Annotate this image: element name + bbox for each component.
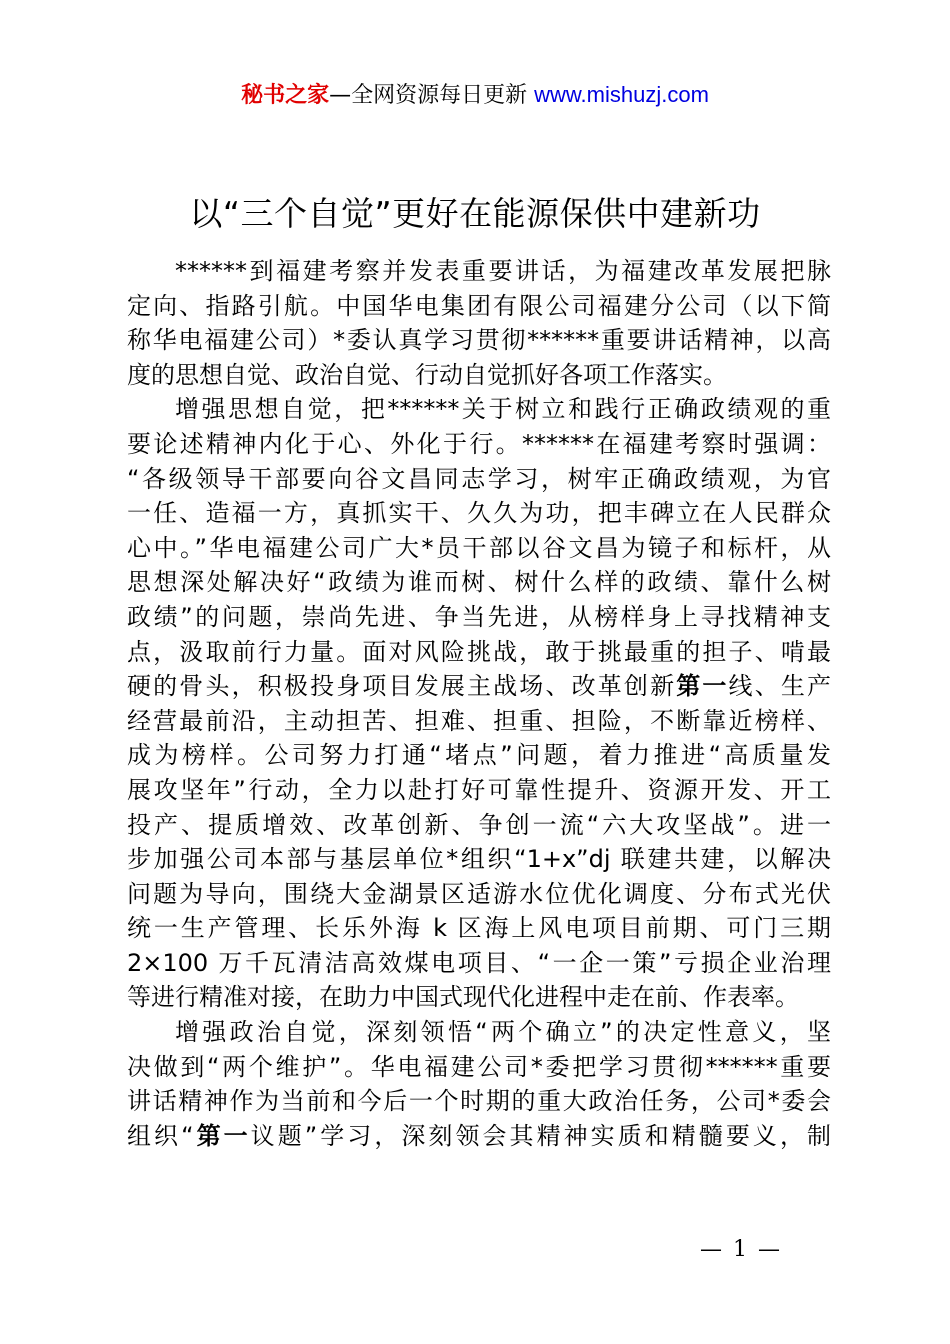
paragraph-line: 政绩”的问题，崇尚先进、争当先进，从榜样身上寻找精神支 xyxy=(127,602,831,631)
paragraph-line: 讲话精神作为当前和今后一个时期的重大政治任务，公司*委会 xyxy=(127,1087,831,1116)
paragraph-line: 定向、指路引航。中国华电集团有限公司福建分公司（以下简 xyxy=(127,291,831,320)
paragraph-line: 2×100 万千瓦清洁高效煤电项目、“一企一策”亏损企业治理 xyxy=(127,948,831,977)
paragraph-line: 点，汲取前行力量。面对风险挑战，敢于挑最重的担子、啃最 xyxy=(127,637,831,666)
paragraph-line: “各级领导干部要向谷文昌同志学习，树牢正确政绩观，为官 xyxy=(127,464,831,493)
paragraph-line: 增强政治自觉，深刻领悟“两个确立”的决定性意义，坚 xyxy=(175,1018,831,1047)
paragraph-line: 增强思想自觉，把******关于树立和践行正确政绩观的重 xyxy=(175,395,831,424)
paragraph-line: 一任、造福一方，真抓实干、久久为功，把丰碑立在人民群众 xyxy=(127,499,831,528)
bold-segment: 第一 xyxy=(676,672,729,701)
paragraph-line: 成为榜样。公司努力打通“堵点”问题，着力推进“高质量发 xyxy=(127,741,831,770)
paragraph-line: 统一生产管理、长乐外海 k 区海上风电项目前期、可门三期 xyxy=(127,914,831,943)
paragraph-line: 决做到“两个维护”。华电福建公司*委把学习贯彻******重要 xyxy=(127,1052,831,1081)
bold-segment: 第一 xyxy=(193,1121,251,1150)
document-body xyxy=(127,254,831,1153)
paragraph-line: 称华电福建公司）*委认真学习贯彻******重要讲话精神，以高 xyxy=(127,326,831,355)
paragraph-line: 等进行精准对接，在助力中国式现代化进程中走在前、作表率。 xyxy=(127,983,799,1012)
paragraph-line: 思想深处解决好“政绩为谁而树、树什么样的政绩、靠什么树 xyxy=(127,568,831,597)
paragraph-line: 心中。”华电福建公司广大*员干部以谷文昌为镜子和标杆，从 xyxy=(127,533,831,562)
document-title: 以“三个自觉”更好在能源保供中建新功 xyxy=(189,194,761,233)
paragraph-line xyxy=(127,669,831,704)
paragraph-line: 度的思想自觉、政治自觉、行动自觉抓好各项工作落实。 xyxy=(127,360,727,389)
line-segment: 组织“ xyxy=(127,1121,194,1150)
paragraph-line: 经营最前沿，主动担苦、担难、担重、担险，不断靠近榜样、 xyxy=(127,706,831,735)
paragraph-line xyxy=(127,1119,831,1154)
site-url-link[interactable]: www.mishuzj.com xyxy=(534,82,709,107)
site-name: 秘书之家 xyxy=(241,83,330,108)
paragraph-line: 要论述精神内化于心、外化于行。******在福建考察时强调： xyxy=(127,429,831,458)
paragraph-line: 投产、提质增效、改革创新、争创一流“六大攻坚战”。进一 xyxy=(127,810,831,839)
paragraph-line: 问题为导向，围绕大金湖景区适游水位优化调度、分布式光伏 xyxy=(127,879,831,908)
line-segment: 线、生产 xyxy=(728,672,832,701)
page-number: — 1 — xyxy=(700,1237,782,1262)
site-tagline: —全网资源每日更新 xyxy=(329,83,535,108)
site-header xyxy=(0,80,950,111)
line-segment: 硬的骨头，积极投身项目发展主战场、改革创新 xyxy=(127,672,677,701)
paragraph-line: ******到福建考察并发表重要讲话，为福建改革发展把脉 xyxy=(175,257,831,285)
paragraph-line: 步加强公司本部与基层单位*组织“1+x”dj 联建共建，以解决 xyxy=(127,845,831,874)
paragraph-line: 展攻坚年”行动，全力以赴打好可靠性提升、资源开发、开工 xyxy=(127,775,831,804)
line-segment: 议题”学习，深刻领会其精神实质和精髓要义，制 xyxy=(250,1121,832,1150)
